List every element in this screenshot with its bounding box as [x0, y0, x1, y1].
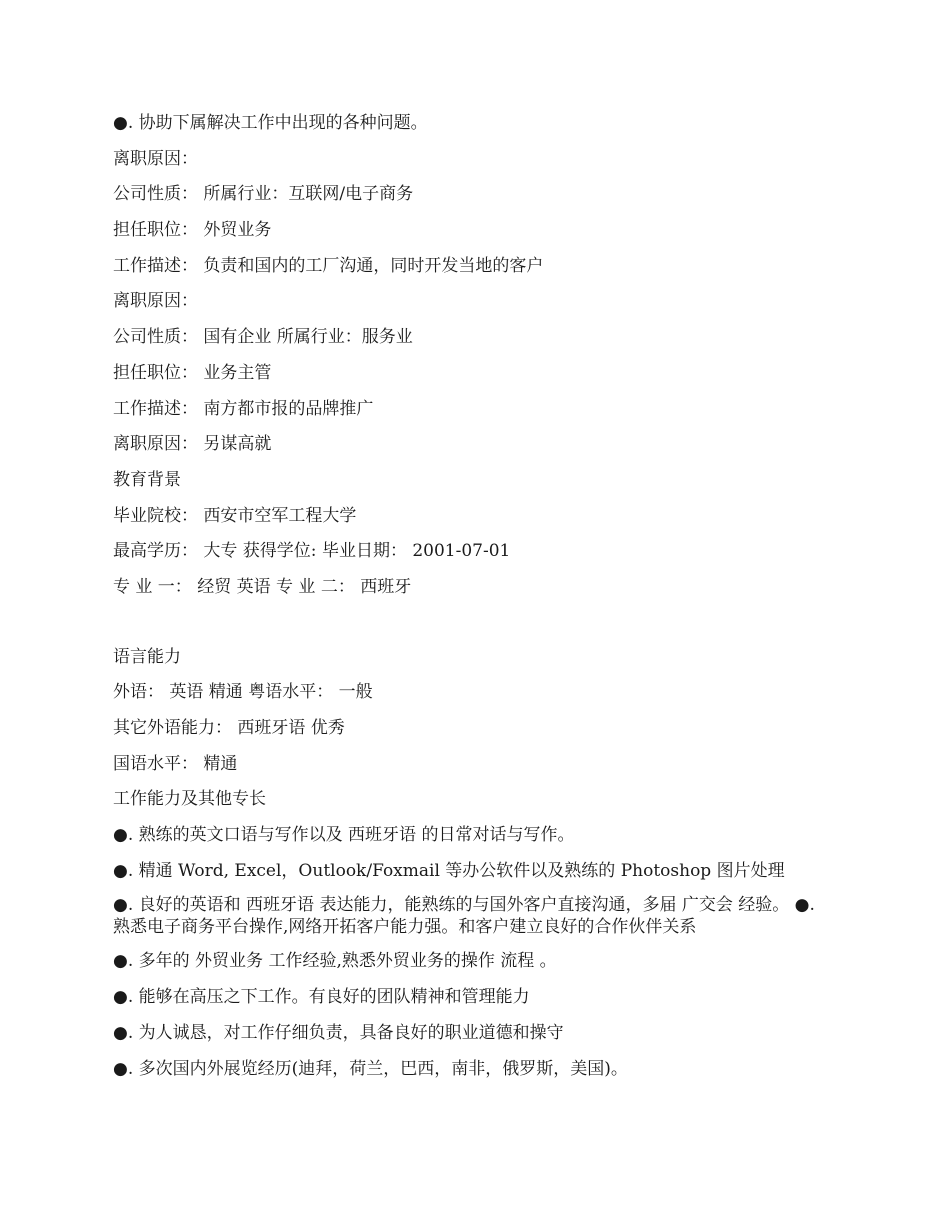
majors: 专 业 一： 经贸 英语 专 业 二： 西班牙	[113, 576, 412, 597]
mandarin-level: 国语水平： 精通	[113, 753, 238, 774]
job-description-2: 工作描述： 南方都市报的品牌推广	[113, 398, 374, 419]
bullet-office-software: ●. 精通 Word, Excel，Outlook/Foxmail 等办公软件以及熟练的 Photoshop 图片处理	[113, 860, 785, 881]
job-description-1: 工作描述： 负责和国内的工厂沟通，同时开发当地的客户	[113, 255, 544, 276]
spacer	[113, 611, 833, 645]
position-2: 担任职位： 业务主管	[113, 362, 272, 383]
bullet-integrity: ●. 为人诚恳，对工作仔细负责，具备良好的职业道德和操守	[113, 1022, 564, 1043]
education-heading: 教育背景	[113, 469, 181, 490]
highest-education: 最高学历： 大专 获得学位: 毕业日期： 2001-07-01	[113, 541, 511, 562]
resignation-reason-1: 离职原因：	[113, 148, 198, 169]
company-nature-2: 公司性质： 国有企业 所属行业：服务业	[113, 327, 413, 348]
language-heading: 语言能力	[113, 646, 181, 667]
position-1: 担任职位： 外贸业务	[113, 220, 272, 241]
bullet-pressure-teamwork: ●. 能够在高压之下工作。有良好的团队精神和管理能力	[113, 987, 530, 1008]
other-language: 其它外语能力： 西班牙语 优秀	[113, 718, 345, 738]
bullet-communication-ecommerce: ●. 良好的英语和 西班牙语 表达能力，能熟练的与国外客户直接沟通，多届 广交会 经验。 ●. 熟悉电子商务平台操作,网络开拓客户能力强。和客户建立良好的合作伙伴关系	[113, 895, 815, 938]
graduate-school: 毕业院校： 西安市空军工程大学	[113, 505, 357, 526]
bullet-english-spanish: ●. 熟练的英文口语与写作以及 西班牙语 的日常对话与写作。	[113, 825, 575, 846]
resignation-reason-2: 离职原因：	[113, 291, 198, 312]
company-nature-1: 公司性质： 所属行业：互联网/电子商务	[113, 184, 414, 205]
resignation-reason-3: 离职原因： 另谋高就	[113, 434, 272, 455]
bullet-trade-experience: ●. 多年的 外贸业务 工作经验,熟悉外贸业务的操作 流程 。	[113, 951, 557, 972]
document-page	[113, 111, 833, 1092]
bullet-exhibitions: ●. 多次国内外展览经历(迪拜，荷兰，巴西，南非，俄罗斯，美国)。	[113, 1058, 628, 1079]
skills-heading: 工作能力及其他专长	[113, 789, 266, 810]
foreign-language: 外语： 英语 精通 粤语水平： 一般	[113, 682, 373, 703]
bullet-assist-subordinates: ●. 协助下属解决工作中出现的各种问题。	[113, 113, 428, 133]
